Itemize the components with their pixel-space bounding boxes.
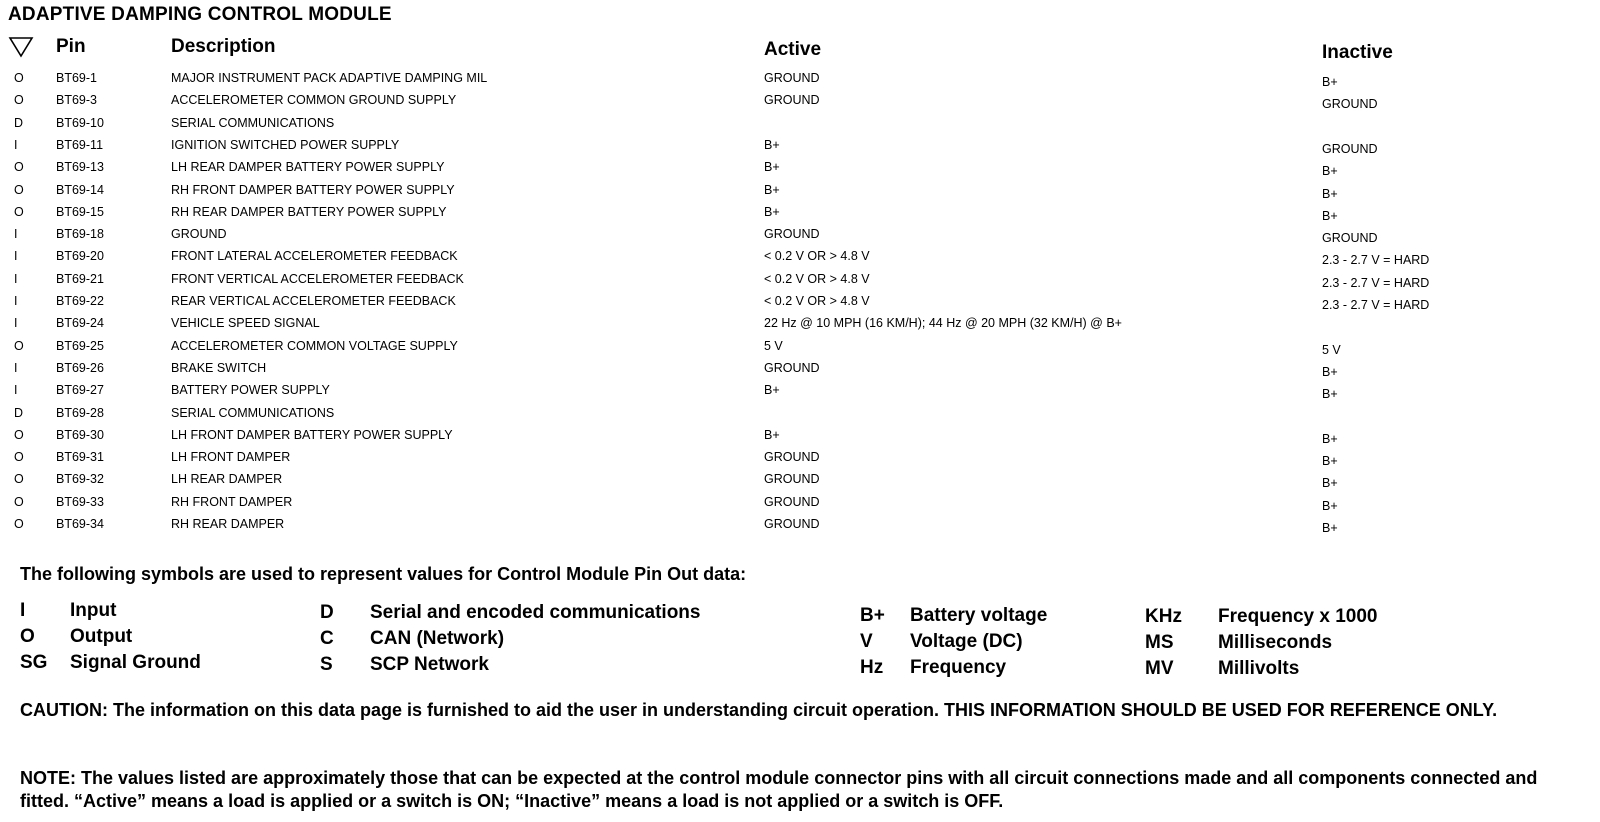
pin-description: LH REAR DAMPER <box>171 472 283 487</box>
inactive-value: B+ <box>1322 208 1338 223</box>
pin-description: SERIAL COMMUNICATIONS <box>171 115 335 130</box>
pin-type-symbol: I <box>14 227 18 242</box>
legend-intro: The following symbols are used to represent values for Control Module Pin Out data: <box>20 564 747 584</box>
inactive-value: 5 V <box>1322 342 1341 357</box>
pin-description: SERIAL COMMUNICATIONS <box>171 405 335 420</box>
inactive-value: B+ <box>1322 387 1338 402</box>
legend-code: KHz <box>1145 606 1182 627</box>
pin-type-symbol: O <box>14 71 24 85</box>
pin-description: LH FRONT DAMPER BATTERY POWER SUPPLY <box>171 427 453 442</box>
inactive-value: B+ <box>1322 476 1338 491</box>
table-row <box>0 160 1600 182</box>
triangle-symbol-icon <box>8 36 34 58</box>
table-row <box>0 183 1600 205</box>
table-row <box>0 406 1600 428</box>
pin-type-symbol: I <box>14 271 18 286</box>
legend-code: MV <box>1145 658 1174 679</box>
legend-meaning: Frequency x 1000 <box>1218 606 1378 627</box>
pin-type-symbol: D <box>14 405 24 420</box>
table-row <box>0 205 1600 227</box>
table-row <box>0 227 1600 249</box>
legend-meaning: Millivolts <box>1218 658 1300 679</box>
legend-code: V <box>860 631 873 652</box>
pin-description: RH FRONT DAMPER <box>171 494 293 509</box>
pin-number: BT69-3 <box>56 93 97 108</box>
legend-item <box>1145 658 1565 682</box>
pin-type-symbol: I <box>14 249 18 264</box>
table-row <box>0 272 1600 294</box>
pin-type-symbol: O <box>14 204 24 219</box>
pin-description: LH REAR DAMPER BATTERY POWER SUPPLY <box>171 160 445 175</box>
pin-type-symbol: O <box>14 517 24 531</box>
pin-type-symbol: O <box>14 427 24 442</box>
legend-meaning: Input <box>70 600 117 621</box>
active-value: GROUND <box>764 360 820 375</box>
pin-type-symbol: D <box>14 115 24 130</box>
inactive-value: 2.3 - 2.7 V = HARD <box>1322 253 1430 268</box>
pin-description: ACCELEROMETER COMMON VOLTAGE SUPPLY <box>171 338 458 353</box>
inactive-value: B+ <box>1322 498 1338 513</box>
legend-meaning: Milliseconds <box>1218 632 1333 653</box>
pin-type-symbol: O <box>14 338 24 353</box>
legend-item <box>320 654 740 678</box>
pin-number: BT69-14 <box>56 182 104 197</box>
table-row <box>0 472 1600 494</box>
active-value: < 0.2 V OR > 4.8 V <box>764 294 870 308</box>
table-row <box>0 361 1600 383</box>
note-text: NOTE: The values listed are approximately those that can be expected at the control module connector pins with all circuit connections made and all components connected and fitted. “Active” means a load is applied or a switch is ON; “Inactive” means a load is not applied or a switch is OFF. <box>20 768 1538 811</box>
inactive-value: B+ <box>1322 75 1338 89</box>
active-value: 5 V <box>764 338 783 353</box>
legend-item <box>320 628 740 652</box>
active-value: < 0.2 V OR > 4.8 V <box>764 271 870 286</box>
pin-number: BT69-33 <box>56 494 104 509</box>
table-row <box>0 517 1600 539</box>
legend-meaning: SCP Network <box>370 654 489 675</box>
active-value: B+ <box>764 204 780 219</box>
pin-description: MAJOR INSTRUMENT PACK ADAPTIVE DAMPING MIL <box>171 71 488 85</box>
inactive-value: B+ <box>1322 431 1338 446</box>
legend-meaning: Signal Ground <box>70 652 201 673</box>
legend-code: I <box>20 600 26 621</box>
active-value: B+ <box>764 160 780 175</box>
inactive-column-header: Inactive <box>1322 42 1393 63</box>
page-title: ADAPTIVE DAMPING CONTROL MODULE <box>8 4 392 25</box>
active-value: GROUND <box>764 227 820 242</box>
inactive-value: GROUND <box>1322 231 1378 246</box>
table-row <box>0 116 1600 138</box>
active-value: B+ <box>764 137 780 152</box>
inactive-value: 2.3 - 2.7 V = HARD <box>1322 275 1430 290</box>
legend-meaning: Voltage (DC) <box>910 631 1023 652</box>
pin-type-symbol: I <box>14 360 18 375</box>
inactive-value: GROUND <box>1322 141 1378 156</box>
pin-type-symbol: O <box>14 472 24 487</box>
table-row <box>0 294 1600 316</box>
pin-number: BT69-18 <box>56 227 104 242</box>
inactive-value: B+ <box>1322 521 1338 535</box>
active-column-header: Active <box>764 39 822 60</box>
pin-number: BT69-11 <box>56 137 104 152</box>
table-row <box>0 138 1600 160</box>
inactive-value: B+ <box>1322 186 1338 201</box>
pin-number: BT69-25 <box>56 338 104 353</box>
active-value: B+ <box>764 182 780 197</box>
pin-description: ACCELEROMETER COMMON GROUND SUPPLY <box>171 93 457 108</box>
pin-number: BT69-30 <box>56 427 104 442</box>
pin-number: BT69-15 <box>56 204 104 219</box>
pin-number: BT69-28 <box>56 405 104 420</box>
pin-type-symbol: O <box>14 93 24 108</box>
pin-type-symbol: I <box>14 294 18 308</box>
pin-description: RH REAR DAMPER <box>171 517 285 531</box>
pin-number: BT69-20 <box>56 249 104 264</box>
inactive-value: 2.3 - 2.7 V = HARD <box>1322 298 1430 312</box>
pin-number: BT69-22 <box>56 294 104 308</box>
pin-number: BT69-34 <box>56 517 104 531</box>
legend-item <box>1145 632 1565 656</box>
pin-description: VEHICLE SPEED SIGNAL <box>171 316 320 331</box>
active-value: GROUND <box>764 472 820 487</box>
legend-code: O <box>20 626 35 647</box>
legend-meaning: Battery voltage <box>910 605 1048 626</box>
legend-meaning: Output <box>70 626 133 647</box>
legend-item <box>320 602 740 626</box>
table-row <box>0 383 1600 405</box>
active-value: B+ <box>764 383 780 398</box>
pin-number: BT69-32 <box>56 472 104 487</box>
legend-code: B+ <box>860 605 885 626</box>
pin-description: GROUND <box>171 227 227 242</box>
inactive-value: B+ <box>1322 364 1338 379</box>
pin-number: BT69-10 <box>56 115 104 130</box>
table-row <box>0 428 1600 450</box>
pin-description: FRONT VERTICAL ACCELEROMETER FEEDBACK <box>171 271 464 286</box>
pin-description: RH FRONT DAMPER BATTERY POWER SUPPLY <box>171 182 455 197</box>
pin-description: IGNITION SWITCHED POWER SUPPLY <box>171 137 400 152</box>
table-row <box>0 495 1600 517</box>
inactive-value: B+ <box>1322 454 1338 469</box>
pin-type-symbol: I <box>14 137 18 152</box>
table-row <box>0 249 1600 271</box>
pin-description: FRONT LATERAL ACCELEROMETER FEEDBACK <box>171 249 458 264</box>
legend-meaning: Serial and encoded communications <box>370 602 701 623</box>
pin-description: LH FRONT DAMPER <box>171 450 291 465</box>
pin-number: BT69-26 <box>56 360 104 375</box>
pin-type-symbol: O <box>14 160 24 175</box>
table-row <box>0 93 1600 115</box>
pin-description: RH REAR DAMPER BATTERY POWER SUPPLY <box>171 204 447 219</box>
pin-number: BT69-27 <box>56 383 104 398</box>
pin-type-symbol: I <box>14 316 18 331</box>
active-value: GROUND <box>764 450 820 465</box>
pin-number: BT69-21 <box>56 271 104 286</box>
legend-meaning: Frequency <box>910 657 1007 678</box>
pin-column-header: Pin <box>56 36 86 57</box>
legend-code: S <box>320 654 333 675</box>
active-value: 22 Hz @ 10 MPH (16 KM/H); 44 Hz @ 20 MPH (32 KM/H) @ B+ <box>764 316 1122 331</box>
pin-description: BRAKE SWITCH <box>171 360 267 375</box>
table-row <box>0 71 1600 93</box>
pin-description: BATTERY POWER SUPPLY <box>171 383 330 398</box>
caution-text: CAUTION: The information on this data page is furnished to aid the user in understanding circuit operation. THIS INFORMATION SHOULD BE USED FOR REFERENCE ONLY. <box>20 700 1498 720</box>
pin-number: BT69-13 <box>56 160 104 175</box>
inactive-value: B+ <box>1322 164 1338 179</box>
legend-code: MS <box>1145 632 1174 653</box>
legend-code: C <box>320 628 334 649</box>
pin-number: BT69-31 <box>56 450 104 465</box>
pin-type-symbol: O <box>14 494 24 509</box>
table-row <box>0 316 1600 338</box>
legend-meaning: CAN (Network) <box>370 628 505 649</box>
legend-code: D <box>320 602 334 623</box>
legend-item <box>1145 606 1565 630</box>
pin-type-symbol: I <box>14 383 18 398</box>
pin-number: BT69-1 <box>56 71 97 85</box>
pin-number: BT69-24 <box>56 316 104 331</box>
description-column-header: Description <box>171 36 276 57</box>
active-value: GROUND <box>764 494 820 509</box>
pin-description: REAR VERTICAL ACCELEROMETER FEEDBACK <box>171 294 456 308</box>
legend-code: Hz <box>860 657 884 678</box>
active-value: GROUND <box>764 93 820 108</box>
pin-type-symbol: O <box>14 450 24 465</box>
pin-type-symbol: O <box>14 182 24 197</box>
active-value: < 0.2 V OR > 4.8 V <box>764 249 870 264</box>
active-value: GROUND <box>764 517 820 531</box>
legend-code: SG <box>20 652 48 673</box>
inactive-value: GROUND <box>1322 97 1378 112</box>
active-value: GROUND <box>764 71 820 85</box>
active-value: B+ <box>764 427 780 442</box>
table-row <box>0 450 1600 472</box>
table-row <box>0 339 1600 361</box>
